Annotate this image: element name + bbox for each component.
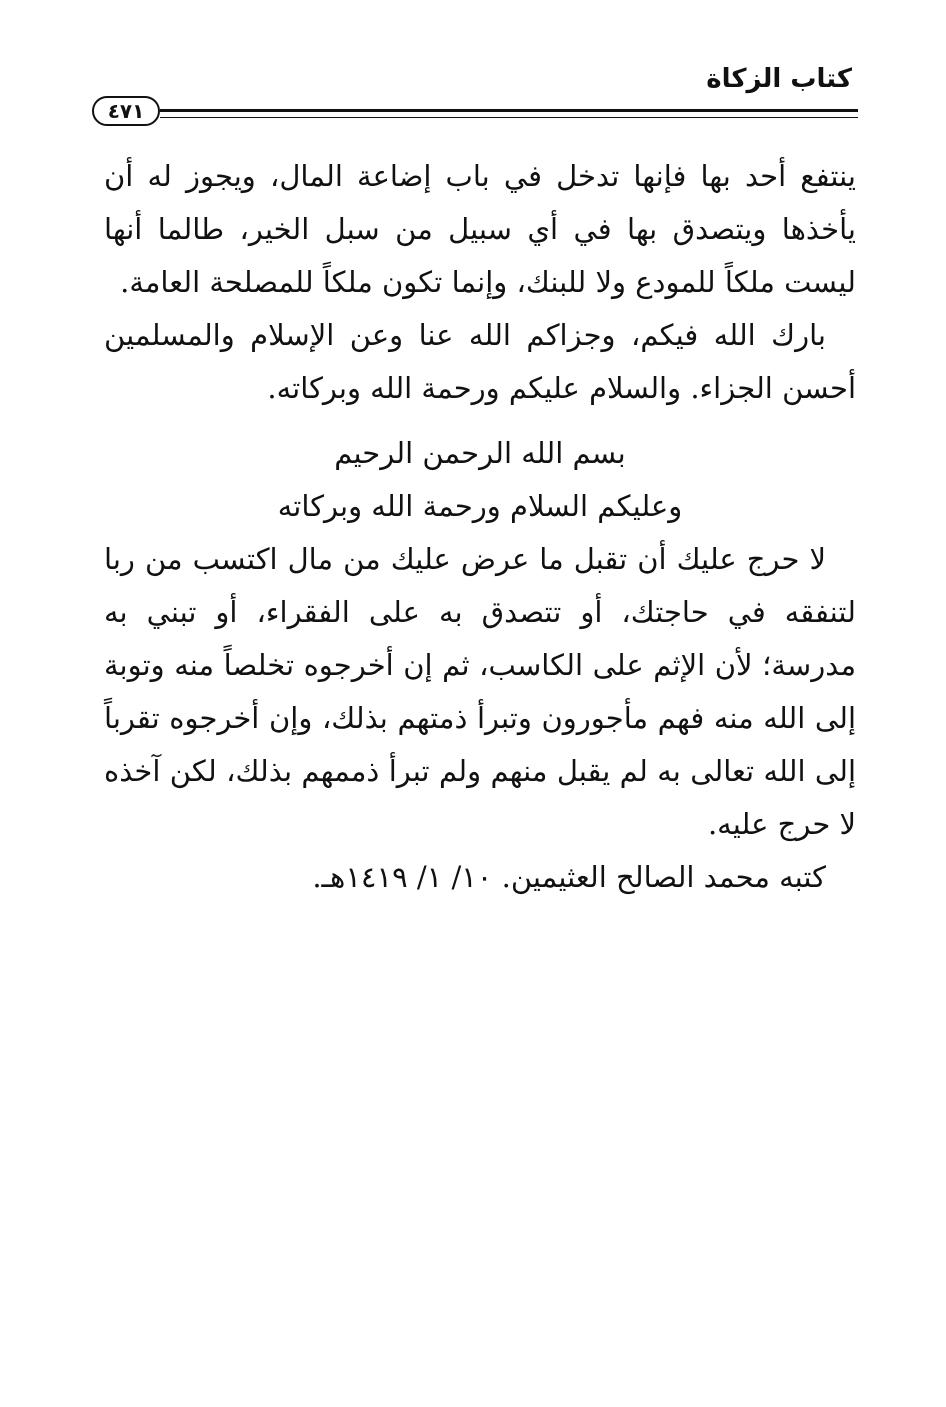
running-header-title: كتاب الزكاة [706, 64, 852, 94]
header-rule-thin [160, 117, 858, 118]
answer-paragraph: لا حرج عليك أن تقبل ما عرض عليك من مال اكتسب من ربا لتنفقه في حاجتك، أو تتصدق به على الفقراء، أو تبني به مدرسة؛ لأن الإثم على الكاسب، ثم إن أخرجوه تخلصاً منه وتوبة إلى الله منه فهم مأجورون وتبرأ ذمتهم بذلك، وإن أخرجوه تقرباً إلى الله تعالى به لم يقبل منهم ولم تبرأ ذممهم بذلك، لكن آخذه لا حرج عليه. [104, 542, 856, 841]
body-text [104, 150, 856, 904]
basmala-line: بسم الله الرحمن الرحيم [334, 436, 626, 470]
question-paragraph-tail: ينتفع أحد بها فإنها تدخل في باب إضاعة المال، ويجوز له أن يأخذها ويتصدق بها في أي سبيل من سبل الخير، طالما أنها ليست ملكاً للمودع ولا للبنك، وإنما تكون ملكاً للمصلحة العامة. [104, 159, 856, 299]
header-rule [160, 109, 858, 112]
question-closing-paragraph: بارك الله فيكم، وجزاكم الله عنا وعن الإسلام والمسلمين أحسن الجزاء. والسلام عليكم ورحمة الله وبركاته. [104, 318, 856, 405]
signature-line: كتبه محمد الصالح العثيمين. ١٠/ ١/ ١٤١٩هـ. [312, 860, 826, 894]
page-number: ٤٧١ [92, 96, 160, 126]
greeting-reply-line: وعليكم السلام ورحمة الله وبركاته [277, 489, 683, 523]
spacer [104, 415, 856, 427]
